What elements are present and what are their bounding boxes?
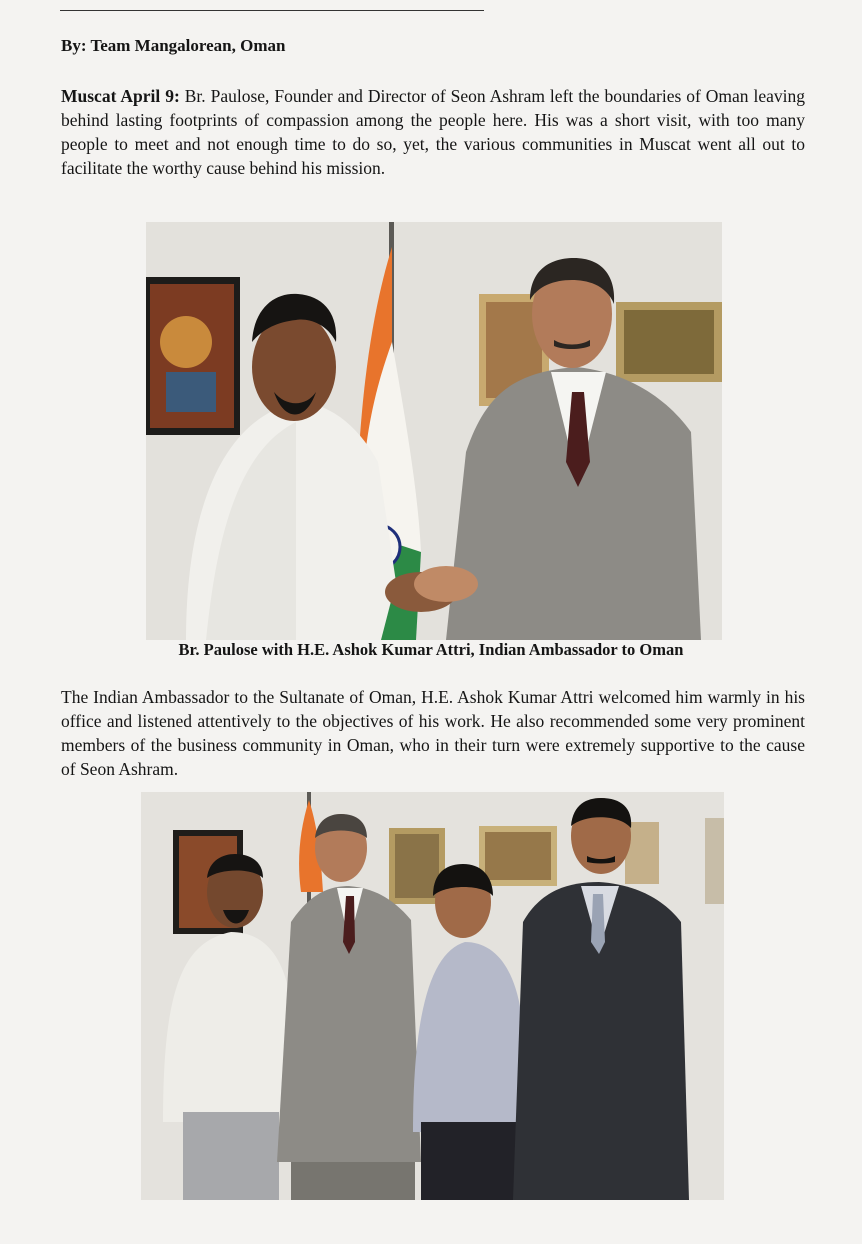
top-rule [60,10,484,11]
dateline: Muscat April 9: [61,86,180,106]
handshake-photo-art [146,222,722,640]
byline: By: Team Mangalorean, Oman [61,36,286,55]
body-paragraph: The Indian Ambassador to the Sultanate of Oman, H.E. Ashok Kumar Attri welcomed him warmly in his office and listened attentively to the objectives of his work. He also recommended some very prominent members of the business community in Oman, who in their turn were extremely supportive to the cause of Seon Ashram. [61,687,805,779]
intro-paragraph [61,84,805,180]
photo-caption: Br. Paulose with H.E. Ashok Kumar Attri, Indian Ambassador to Oman [178,640,684,659]
group-photo [141,792,724,1200]
handshake-photo [146,222,722,640]
intro-text: Br. Paulose, Founder and Director of Seon Ashram left the boundaries of Oman leaving behind lasting footprints of compassion among the people here. His was a short visit, with too many people to meet and not enough time to do so, yet, the various communities in Muscat went all out to facilitate the worthy cause behind his mission. [61,86,805,178]
group-photo-art [141,792,724,1200]
